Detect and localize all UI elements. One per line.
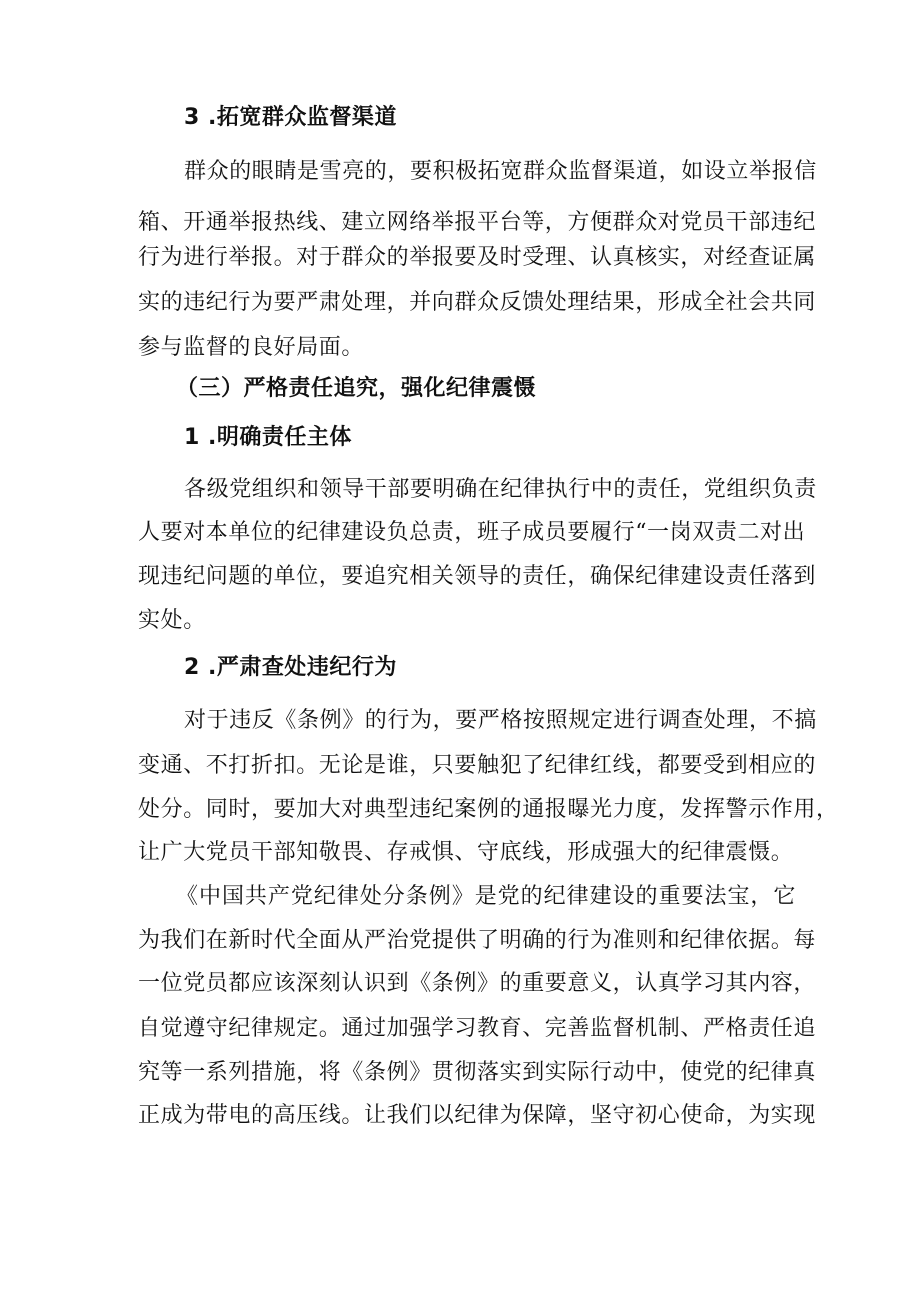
paragraph-line: 正成为带电的高压线。让我们以纪律为保障，坚守初心使命，为实现 [138,1103,817,1128]
paragraph-line: 参与监督的良好局面。 [138,335,365,360]
paragraph-line: 究等一系列措施，将《条例》贯彻落实到实际行动中，使党的纪律真 [138,1060,817,1085]
subsection-heading: （三）严格责任追究，强化纪律震慑 [176,376,537,401]
paragraph-line: 群众的眼睛是雪亮的，要积极拓宽群众监督渠道，如设立举报信 [184,159,817,184]
section-heading-2: 2 .严肃查处违纪行为 [184,655,397,680]
paragraph-line: 《中国共产党纪律处分条例》是党的纪律建设的重要法宝，它 [176,884,796,909]
paragraph-line: 实处。 [138,608,206,633]
paragraph-line: 现违纪问题的单位，要追究相关领导的责任，确保纪律建设责任落到 [138,564,817,589]
paragraph-line: 对于违反《条例》的行为，要严格按照规定进行调查处理，不搞 [184,708,817,733]
section-heading-3: 3 .拓宽群众监督渠道 [184,105,397,130]
paragraph-line: 为我们在新时代全面从严治党提供了明确的行为准则和纪律依据。每 [138,928,817,953]
paragraph-line: 一位党员都应该深刻认识到《条例》的重要意义，认真学习其内容， [138,971,817,996]
paragraph-line: 让广大党员干部知敬畏、存戒惧、守底线，形成强大的纪律震慑。 [138,840,794,865]
paragraph-line: 自觉遵守纪律规定。通过加强学习教育、完善监督机制、严格责任追 [138,1016,817,1041]
paragraph-line: 行为进行举报。对于群众的举报要及时受理、认真核实，对经查证属 [138,245,817,270]
paragraph-line: 各级党组织和领导干部要明确在纪律执行中的责任，党组织负责 [184,477,817,502]
paragraph-line: 变通、不打折扣。无论是谁，只要触犯了纪律红线，都要受到相应的 [138,753,817,778]
paragraph-line: 人要对本单位的纪律建设负总责，班子成员要履行“一岗双责二对出 [138,520,806,545]
paragraph-line: 箱、开通举报热线、建立网络举报平台等，方便群众对党员干部违纪 [138,210,817,235]
section-heading-1: 1 .明确责任主体 [184,425,352,450]
paragraph-line: 实的违纪行为要严肃处理，并向群众反馈处理结果，形成全社会共同 [138,290,817,315]
paragraph-line: 处分。同时，要加大对典型违纪案例的通报曝光力度，发挥警示作用， [138,797,839,822]
